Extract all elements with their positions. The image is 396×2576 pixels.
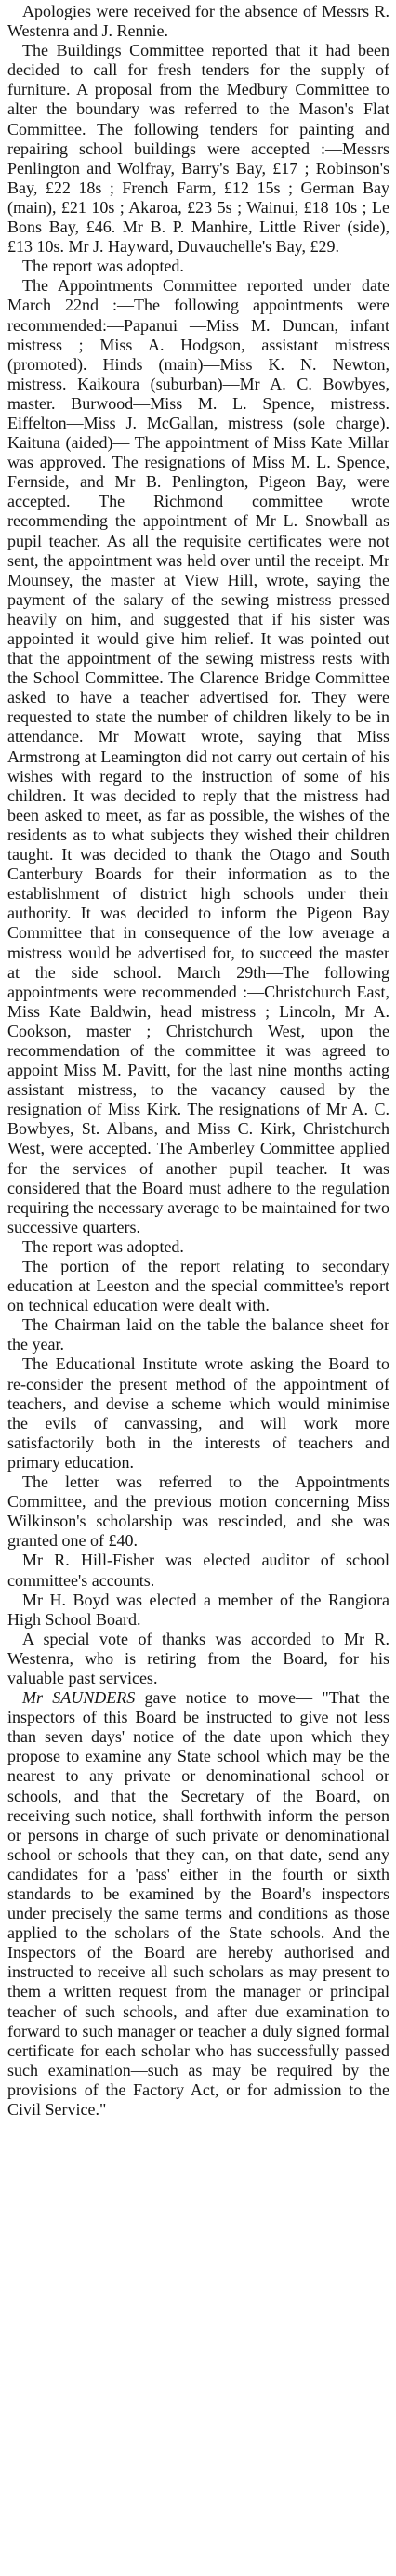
paragraph-text: The letter was referred to the Appointments Committee, and the previous motion concerning Miss Wilkinson's scholarship was rescinded, and she was granted one of £40. xyxy=(7,1473,389,1551)
paragraph-text: Apologies were received for the absence of Messrs R. Westenra and J. Rennie. xyxy=(7,2,389,41)
paragraph-auditor-elected xyxy=(7,1551,389,1590)
paragraph-buildings-committee xyxy=(7,41,389,257)
paragraph-report-adopted xyxy=(7,1237,389,1257)
paragraph-text: gave notice to move— "That the inspectors of this Board be instructed to give not less than seven days' notice of the date upon which they propose to examine any State school which may be the nearest to any private or denominational school or schools, and that the Secretary of the Board, on receiving such notice, shall forthwith inform the person or persons in charge of such private or denominational school or schools that they can, on that date, send any candidates for a 'pass' either in the fourth or sixth standards to be examined by the Board's inspectors under precisely the same terms and conditions as those applied to the scholars of the State schools. And the Inspectors of the Board are hereby authorised and instructed to receive all such scholars as may present to them a written request from the manager or principal teacher of such schools, and after due examination to forward to such manager or teacher a duly signed formal certificate for each scholar who has successfully passed such examination—such as may be required by the provisions of the Factory Act, or for admission to the Civil Service." xyxy=(7,1688,389,2120)
paragraph-text: Mr H. Boyd was elected a member of the Rangiora High School Board. xyxy=(7,1590,389,1629)
speaker-name: Mr SAUNDERS xyxy=(22,1688,136,1708)
paragraph-educational-institute xyxy=(7,1354,389,1473)
paragraph-text: The portion of the report relating to secondary education at Leeston and the special committee's report on technical education were dealt with. xyxy=(7,1257,389,1315)
paragraph-letter-referred xyxy=(7,1473,389,1551)
paragraph-secondary-education xyxy=(7,1257,389,1315)
paragraph-text: The Educational Institute wrote asking the Board to re-consider the present method of the appointment of teachers, and devise a scheme which would minimise the evils of canvassing, and will work more satisfactorily both in the interests of teachers and primary education. xyxy=(7,1354,389,1472)
paragraph-text: The Buildings Committee reported that it had been decided to call for fresh tenders for the supply of furniture. A proposal from the Medbury Committee to alter the boundary was referred to the Mason's Flat Committee. The following tenders for painting and repairing school buildings were accepted :—Messrs Penlington and Wolfray, Barry's Bay, £17 ; Robinson's Bay, £22 18s ; French Farm, £12 15s ; German Bay (main), £21 10s ; Akaroa, £23 5s ; Wainui, £18 10s ; Le Bons Bay, £46. Mr B. P. Manhire, Little River (side), £13 10s. Mr J. Hayward, Duvauchelle's Bay, £29. xyxy=(7,41,389,257)
paragraph-balance-sheet xyxy=(7,1315,389,1354)
paragraph-notice-of-motion xyxy=(7,1688,389,2120)
paragraph-text: Mr R. Hill-Fisher was elected auditor of school committee's accounts. xyxy=(7,1551,389,1590)
paragraph-text: The Appointments Committee reported under date March 22nd :—The following appointments were recommended:—Papanui —Miss M. Duncan, infant mistress ; Miss A. Hodgson, assistant mistress (promoted). Hinds (main)—Miss K. N. Newton, mistress. Kaikoura (suburban)—Mr A. C. Bowbyes, master. Burwood—Miss M. L. Spence, mistress. Eiffelton—Miss J. McGallan, mistress (sole charge). Kaituna (aided)— The appointment of Miss Kate Millar was approved. The resignations of Miss M. L. Spence, Fernside, and Mr B. Penlington, Pigeon Bay, were accepted. The Richmond committee wrote recommending the appointment of Mr L. Snowball as pupil teacher. As all the requisite certificates were not sent, the appointment was held over until the receipt. Mr Mounsey, the master at View Hill, wrote, saying the payment of the salary of the sewing mistress pressed heavily on him, and suggested that if his sister was appointed it would give him relief. It was pointed out that the appointment of the sewing mistress rests with the School Committee. The Clarence Bridge Committee asked to have a teacher advertised for. They were requested to state the number of children likely to be in attendance. Mr Mowatt wrote, saying that Miss Armstrong at Leamington did not carry out certain of his wishes with regard to the instruction of some of his children. It was decided to reply that the mistress had been asked to meet, as far as possible, the wishes of the residents as to what subjects they wished their children taught. It was decided to thank the Otago and South Canterbury Boards for their information as to the establishment of district high schools under their authority. It was decided to inform the Pigeon Bay Committee that in consequence of the low average a mistress would be advertised for, to succeed the master at the side school. March 29th—The following appointments were recommended :—Christchurch East, Miss Kate Baldwin, head mistress ; Lincoln, Mr A. Cookson, master ; Christchurch West, upon the recommendation of the committee it was agreed to appoint Miss M. Pavitt, for the last nine months acting assistant mistress, to the vacancy caused by the resignation of Miss Kirk. The resignations of Mr A. C. Bowbyes, St. Albans, and Miss C. Kirk, Christchurch West, were accepted. The Amberley Committee applied for the services of another pupil teacher. It was considered that the Board must adhere to the regulation requiring the necessary average to be maintained for two successive quarters. xyxy=(7,276,389,1236)
paragraph-vote-of-thanks xyxy=(7,1630,389,1688)
paragraph-text: The report was adopted. xyxy=(22,1236,184,1256)
paragraph-apologies xyxy=(7,2,389,41)
paragraph-text: The report was adopted. xyxy=(22,257,184,276)
paragraph-board-member-elected xyxy=(7,1591,389,1630)
paragraph-text: A special vote of thanks was accorded to Mr R. Westenra, who is retiring from the Board, for his valuable past services. xyxy=(7,1629,389,1687)
paragraph-report-adopted xyxy=(7,257,389,276)
paragraph-text: The Chairman laid on the table the balance sheet for the year. xyxy=(7,1315,389,1354)
paragraph-appointments-committee xyxy=(7,276,389,1237)
